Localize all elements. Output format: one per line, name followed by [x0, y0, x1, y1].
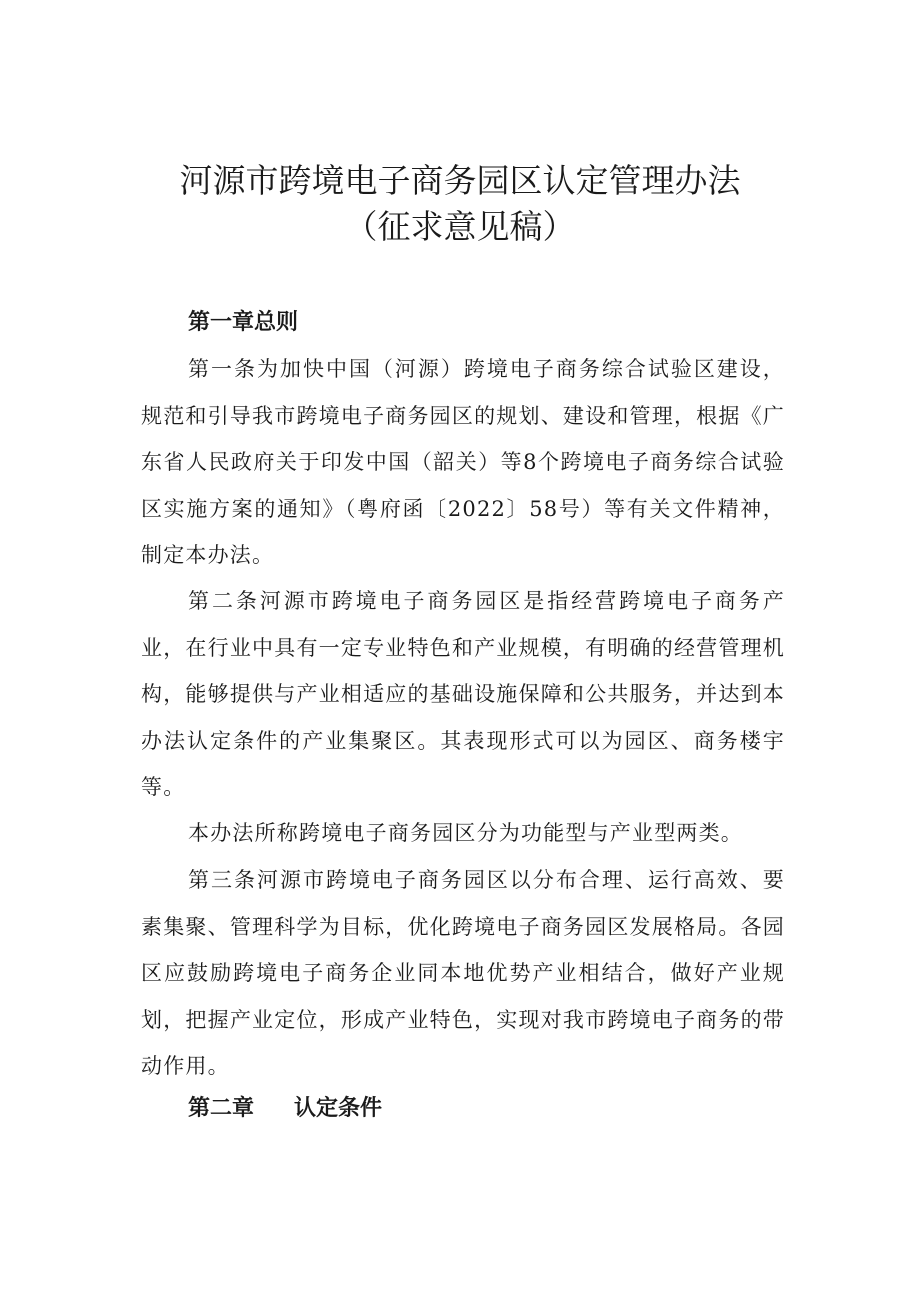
article-2: 第二条河源市跨境电子商务园区是指经营跨境电子商务产业，在行业中具有一定专业特色和产业规模，有明确的经营管理机构，能够提供与产业相适应的基础设施保障和公共服务，并达到本办法认定条件的产业集聚区。其表现形式可以为园区、商务楼宇等。: [141, 589, 785, 800]
chapter-heading-conditions: [188, 1094, 382, 1124]
article-3: 第三条河源市跨境电子商务园区以分布合理、运行高效、要素集聚、管理科学为目标，优化跨境电子商务园区发展格局。各园区应鼓励跨境电子商务企业同本地优势产业相结合，做好产业规划，把握产业定位，形成产业特色，实现对我市跨境电子商务的带动作用。: [141, 868, 785, 1079]
article-2-supplement: 本办法所称跨境电子商务园区分为功能型与产业型两类。: [188, 821, 743, 845]
chapter-number: 第二章: [188, 1096, 255, 1121]
document-subtitle: （征求意见稿）: [344, 207, 576, 246]
article-1: 第一条为加快中国（河源）跨境电子商务综合试验区建设，规范和引导我市跨境电子商务园区的规划、建设和管理，根据《广东省人民政府关于印发中国（韶关）等8个跨境电子商务综合试验区实施方案的通知》（粤府函〔2022〕58号）等有关文件精神，制定本办法。: [141, 357, 785, 568]
document-title: 河源市跨境电子商务园区认定管理办法: [179, 161, 741, 200]
chapter-title: 认定条件: [294, 1096, 383, 1121]
chapter-heading-general: 第一章总则: [188, 310, 299, 335]
